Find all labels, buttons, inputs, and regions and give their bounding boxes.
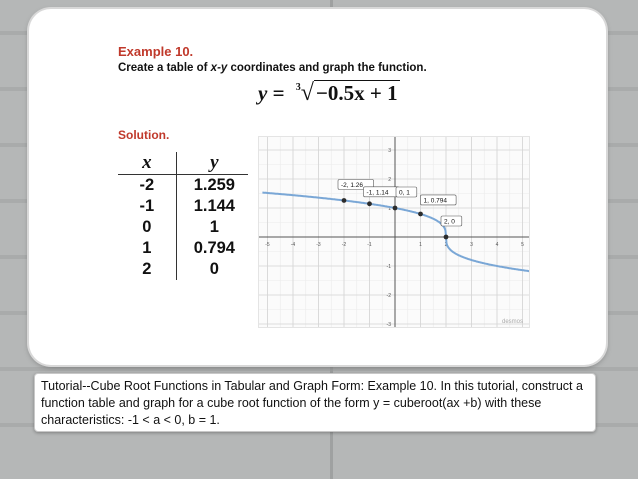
solution-label: Solution. bbox=[118, 128, 170, 142]
data-point bbox=[418, 212, 423, 217]
y-tick-label: -3 bbox=[386, 322, 391, 327]
table-row bbox=[118, 175, 248, 196]
x-tick-label: -1 bbox=[367, 242, 372, 248]
point-label: 0, 1 bbox=[399, 189, 410, 197]
cell-y: 1 bbox=[209, 218, 219, 236]
y-tick-label: 3 bbox=[388, 148, 391, 154]
data-point bbox=[444, 235, 449, 240]
table-row bbox=[118, 196, 248, 217]
data-point bbox=[367, 201, 372, 206]
function-graph bbox=[258, 136, 530, 328]
graph-canvas bbox=[259, 137, 529, 327]
table-row bbox=[118, 217, 248, 238]
x-tick-label: -3 bbox=[316, 242, 321, 248]
point-label: -1, 1.14 bbox=[366, 189, 389, 197]
x-tick-label: -2 bbox=[341, 242, 347, 248]
point-label: 1, 0.794 bbox=[423, 197, 447, 205]
example-title: Example 10. bbox=[118, 44, 194, 59]
cell-x: 2 bbox=[118, 259, 177, 280]
cell-y: 1.259 bbox=[193, 176, 235, 194]
x-tick-label: 4 bbox=[495, 242, 499, 248]
data-point bbox=[342, 198, 347, 203]
function-curve bbox=[262, 193, 529, 272]
table-header bbox=[118, 152, 248, 175]
table-row bbox=[118, 259, 248, 280]
point-label: 2, 0 bbox=[444, 218, 455, 226]
data-point bbox=[393, 206, 398, 211]
watermark: desmos bbox=[501, 319, 523, 325]
x-tick-label: -4 bbox=[290, 242, 296, 248]
y-tick-label: 2 bbox=[388, 177, 391, 183]
cell-y: 1.144 bbox=[193, 197, 235, 215]
x-tick-label: 2 bbox=[444, 242, 448, 248]
cell-y: 0.794 bbox=[193, 239, 235, 257]
table-row bbox=[118, 238, 248, 259]
example-instruction: Create a table of x-y coordinates and graph the function. bbox=[118, 62, 427, 74]
caption-box: Tutorial--Cube Root Functions in Tabular and Graph Form: Example 10. In this tutorial, construct a function table and graph for a cube root function of the form y = cuberoot(ax +b) with these characteristics: -1 < a < 0, b = 1. bbox=[34, 373, 596, 432]
y-tick-label: -1 bbox=[386, 264, 391, 270]
cell-x: -2 bbox=[118, 175, 177, 196]
y-tick-label: 1 bbox=[388, 206, 391, 212]
equation: y = $^3$√−0.5x + 1 bbox=[258, 80, 398, 106]
cell-y: 0 bbox=[209, 260, 219, 278]
x-tick-label: 1 bbox=[419, 242, 422, 248]
x-tick-label: -5 bbox=[265, 242, 270, 248]
point-label: -2, 1.26 bbox=[341, 181, 364, 189]
cell-x: -1 bbox=[118, 196, 177, 217]
cell-x: 0 bbox=[118, 217, 177, 238]
header-y: y bbox=[210, 152, 219, 173]
y-tick-label: -2 bbox=[386, 293, 391, 299]
xy-table bbox=[118, 152, 248, 280]
cell-x: 1 bbox=[118, 238, 177, 259]
header-x: x bbox=[118, 152, 177, 174]
x-tick-label: 3 bbox=[470, 242, 473, 248]
x-tick-label: 5 bbox=[521, 242, 524, 248]
